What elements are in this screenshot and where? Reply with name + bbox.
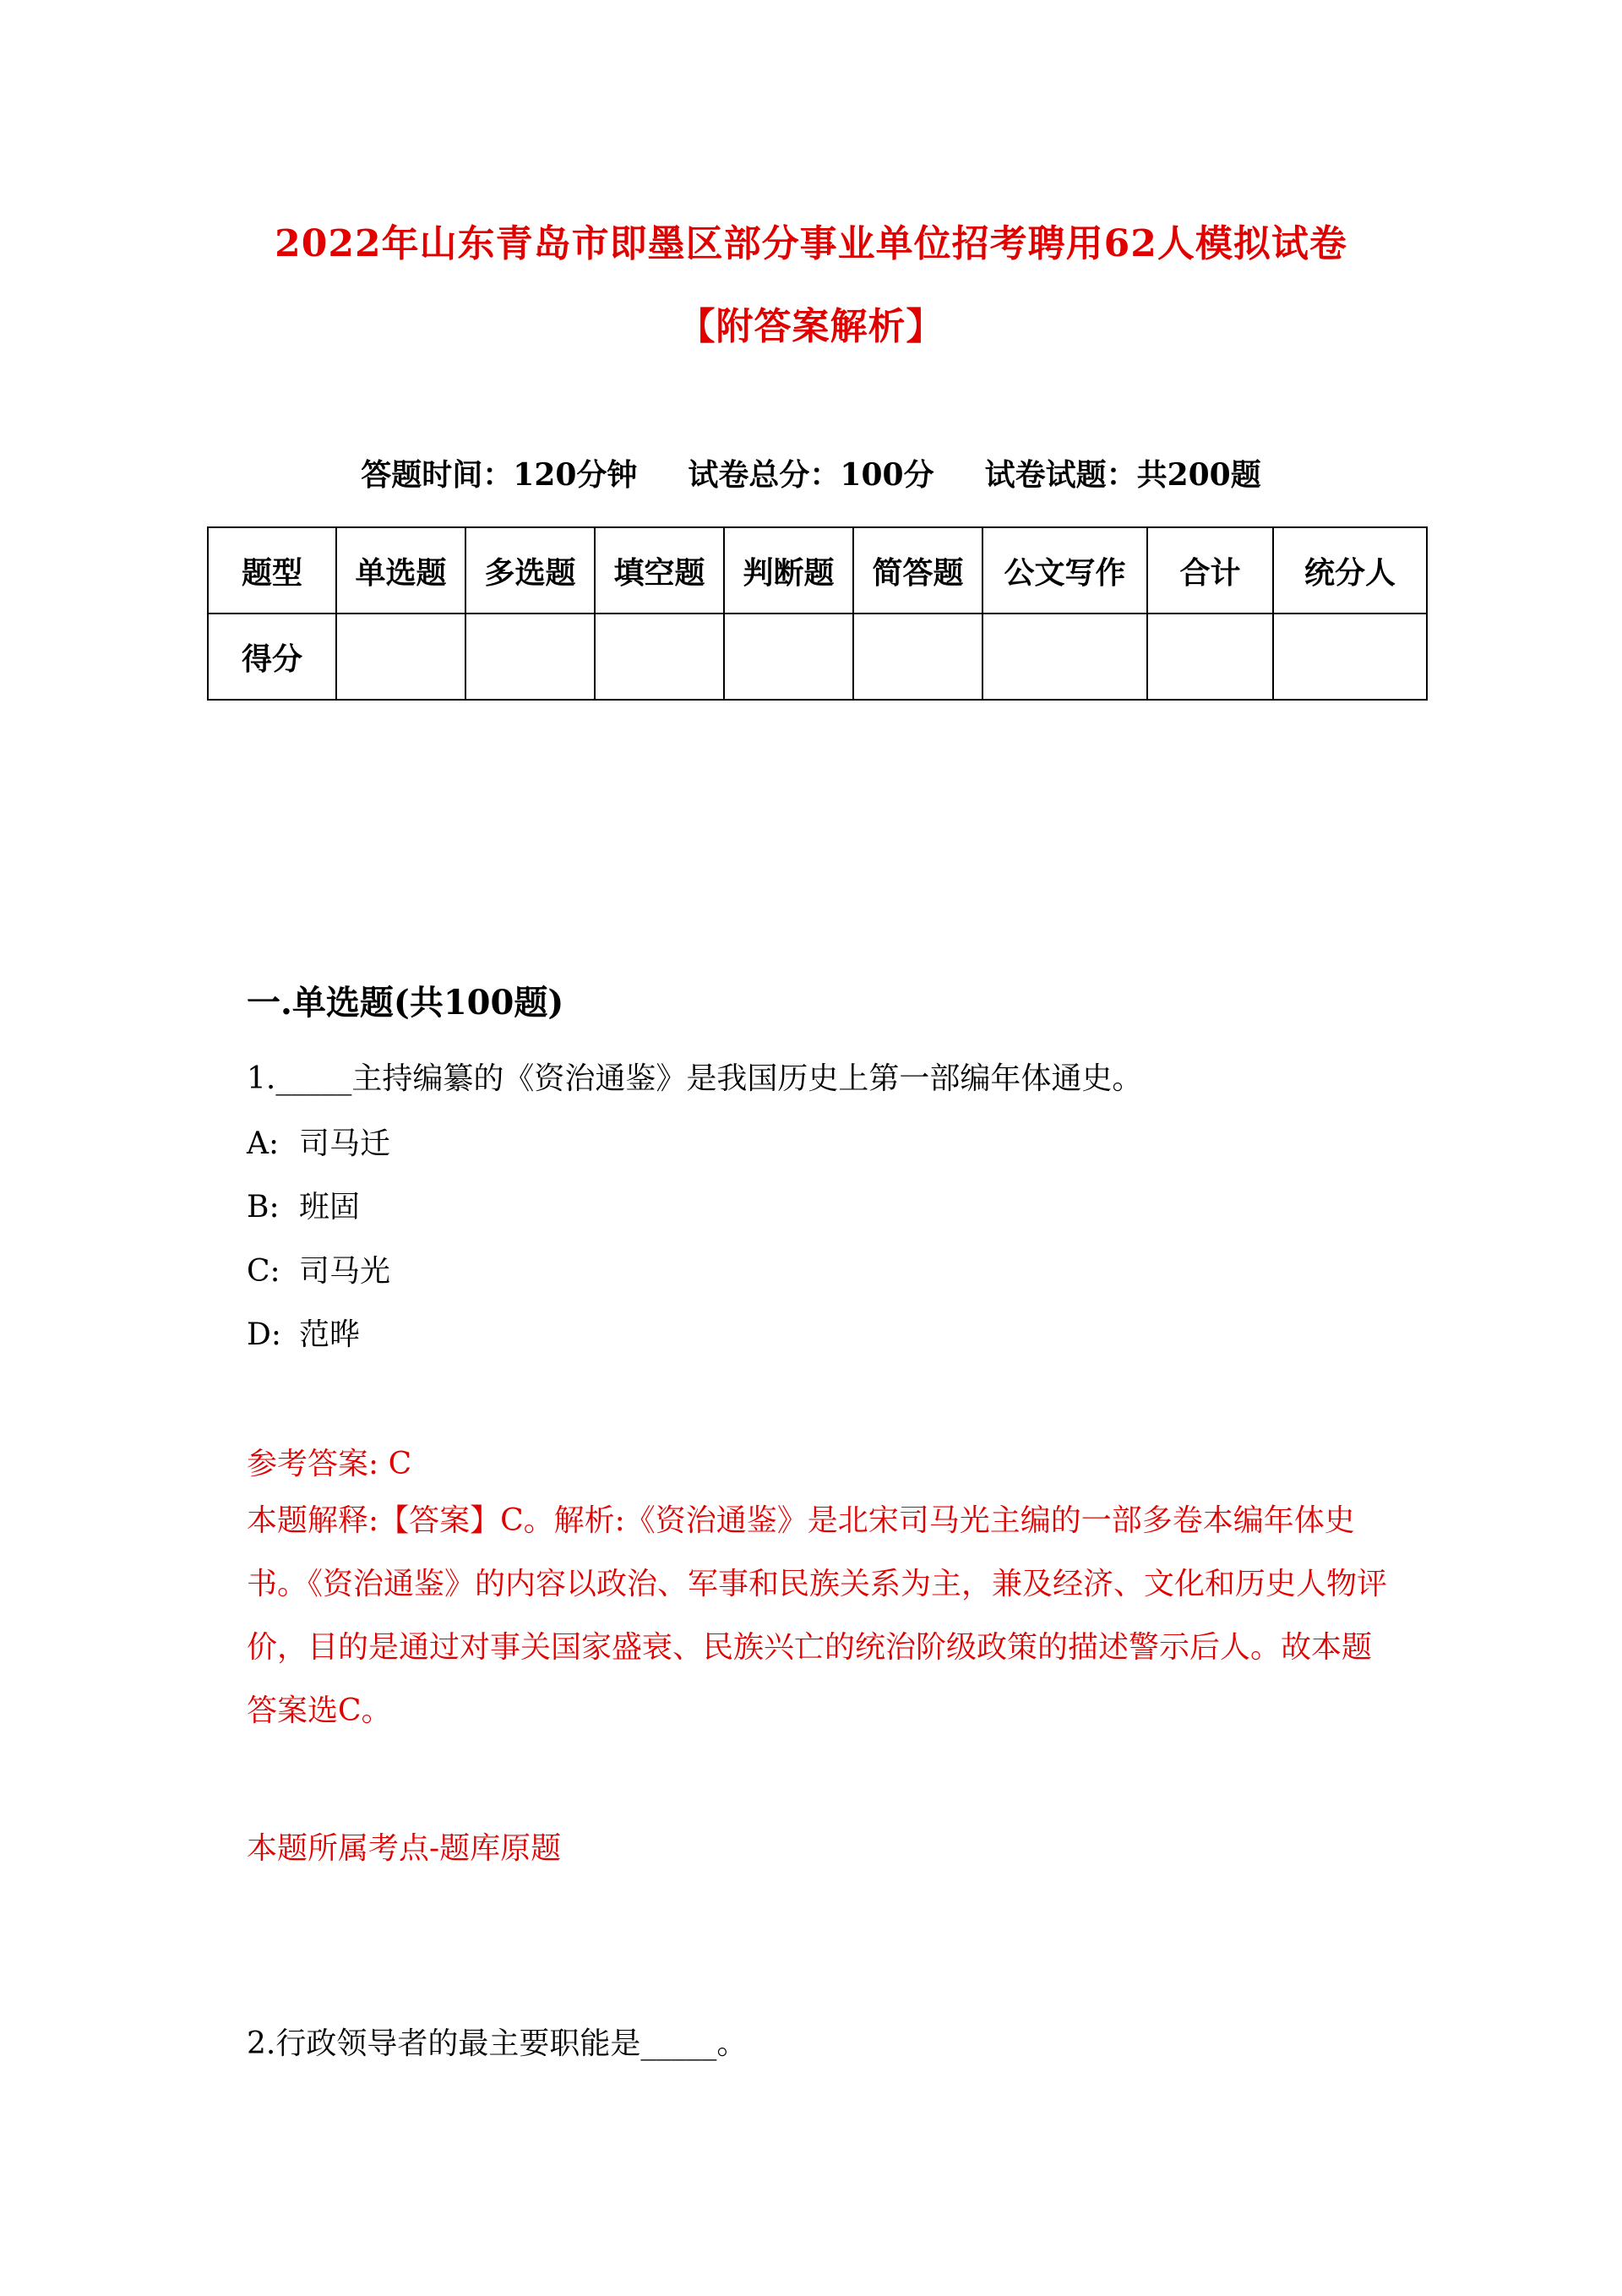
option-b	[247, 1183, 360, 1226]
option-text: 范晔	[299, 1317, 361, 1352]
exam-total-questions: 试卷试题：共200题	[984, 457, 1261, 493]
score-cell	[465, 614, 595, 700]
score-row-label: 得分	[208, 614, 336, 700]
question-1-text: 1._____主持编纂的《资治通鉴》是我国历史上第一部编年体通史。	[247, 1061, 1143, 1096]
score-cell	[595, 614, 724, 700]
score-cell	[853, 614, 982, 700]
option-letter: A:	[247, 1126, 280, 1161]
score-table-header: 多选题	[465, 527, 595, 614]
option-c	[247, 1247, 390, 1290]
score-table-header: 单选题	[336, 527, 465, 614]
score-table	[207, 526, 1428, 701]
option-letter: D:	[247, 1317, 281, 1352]
answer-explanation: 本题解释:【答案】C。解析:《资治通鉴》是北宋司马光主编的一部多卷本编年体史书。《资治通鉴》的内容以政治、军事和民族关系为主，兼及经济、文化和历史人物评价，目的是通过对事关国家盛衰、民族兴亡的统治阶级政策的描述警示后人。故本题答案选C。	[247, 1503, 1388, 1728]
score-cell	[1147, 614, 1273, 700]
score-table-header: 题型	[208, 527, 336, 614]
exam-meta	[0, 451, 1622, 494]
exam-title: 2022年山东青岛市即墨区部分事业单位招考聘用62人模拟试卷	[275, 222, 1347, 265]
reference-answer: 参考答案: C	[247, 1447, 412, 1481]
question-2-text: 2.行政领导者的最主要职能是_____。	[247, 2026, 748, 2061]
score-table-header: 统分人	[1273, 527, 1427, 614]
score-table-score-row	[208, 614, 1427, 700]
option-text: 司马光	[299, 1254, 391, 1289]
score-table-header: 公文写作	[982, 527, 1147, 614]
exam-total-score: 试卷总分：100分	[688, 457, 934, 493]
option-a	[247, 1120, 390, 1163]
score-cell	[724, 614, 853, 700]
exam-time: 答题时间：120分钟	[361, 457, 638, 493]
section-heading: 一.单选题(共100题)	[247, 983, 564, 1023]
score-cell	[1273, 614, 1427, 700]
score-cell	[336, 614, 465, 700]
option-letter: C:	[247, 1254, 280, 1289]
score-table-header-row	[208, 527, 1427, 614]
question-topic: 本题所属考点-题库原题	[247, 1831, 562, 1866]
score-table-header: 填空题	[595, 527, 724, 614]
option-d	[247, 1311, 360, 1354]
option-letter: B:	[247, 1190, 280, 1224]
option-text: 司马迁	[299, 1126, 391, 1161]
score-table-header: 简答题	[853, 527, 982, 614]
score-table-header: 判断题	[724, 527, 853, 614]
score-cell	[982, 614, 1147, 700]
score-table-header: 合计	[1147, 527, 1273, 614]
option-text: 班固	[299, 1190, 361, 1224]
exam-subtitle: 【附答案解析】	[678, 305, 944, 348]
